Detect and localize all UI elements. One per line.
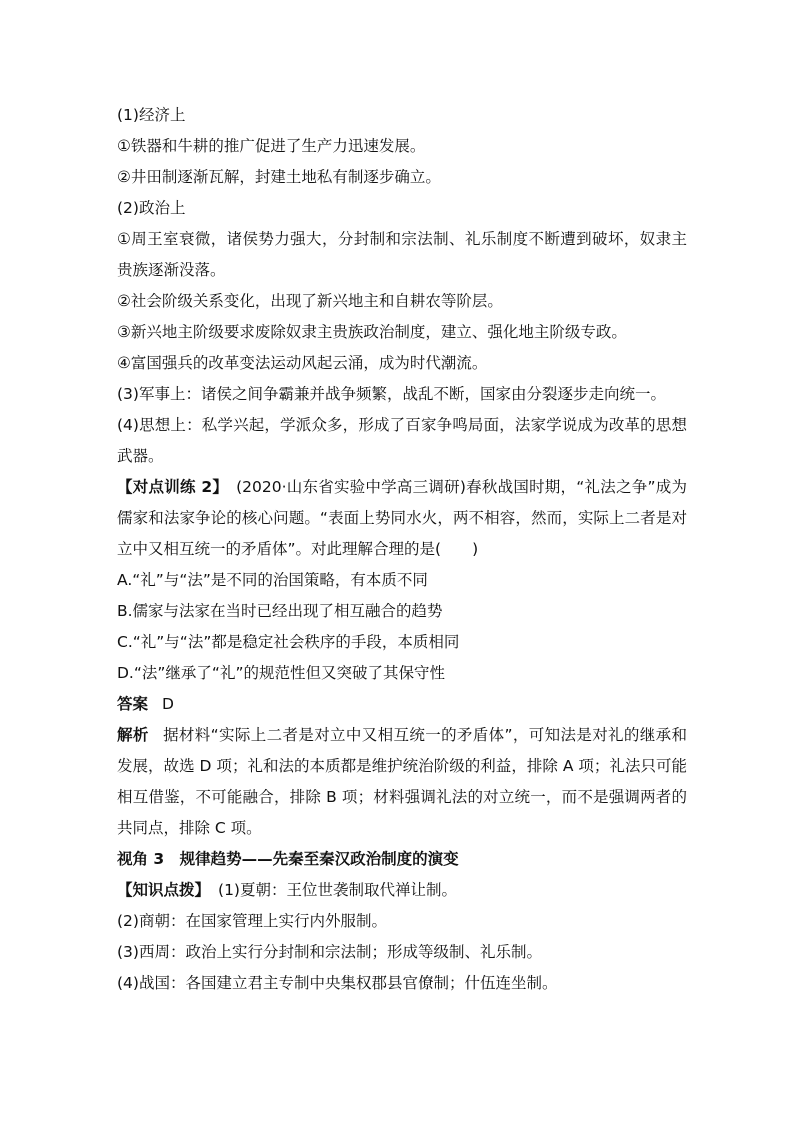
- knowledge-item-1: (1)夏朝：王位世袭制取代禅让制。: [218, 881, 457, 899]
- answer-label: 答案: [117, 695, 149, 713]
- exercise-label: 【对点训练 2】: [117, 478, 229, 496]
- politics-item-2: ②社会阶级关系变化，出现了新兴地主和自耕农等阶层。: [117, 292, 503, 310]
- answer-value: D: [162, 695, 174, 713]
- exercise-question: [117, 472, 687, 565]
- thought-paragraph: (4)思想上：私学兴起，学派众多，形成了百家争鸣局面，法家学说成为改革的思想武器。: [117, 416, 687, 465]
- analysis-label: 解析: [117, 726, 149, 744]
- option-c: C.“礼”与“法”都是稳定社会秩序的手段，本质相同: [117, 633, 460, 651]
- economy-heading: (1)经济上: [117, 106, 186, 124]
- document-page: [117, 100, 687, 999]
- economy-item-2: ②井田制逐渐瓦解，封建土地私有制逐步确立。: [117, 168, 441, 186]
- knowledge-item-2: (2)商朝：在国家管理上实行内外服制。: [117, 912, 387, 930]
- politics-item-1: ①周王室衰微，诸侯势力强大，分封制和宗法制、礼乐制度不断遭到破坏，奴隶主贵族逐渐没落。: [117, 230, 687, 279]
- politics-heading: (2)政治上: [117, 199, 186, 217]
- option-a: A.“礼”与“法”是不同的治国策略，有本质不同: [117, 571, 428, 589]
- politics-item-4: ④富国强兵的改革变法运动风起云涌，成为时代潮流。: [117, 354, 488, 372]
- perspective-title: 视角 3 规律趋势——先秦至秦汉政治制度的演变: [117, 850, 459, 868]
- knowledge-item-4: (4)战国：各国建立君主专制中央集权郡县官僚制；什伍连坐制。: [117, 974, 558, 992]
- military-paragraph: (3)军事上：诸侯之间争霸兼并战争频繁，战乱不断，国家由分裂逐步走向统一。: [117, 385, 666, 403]
- option-b: B.儒家与法家在当时已经出现了相互融合的趋势: [117, 602, 443, 620]
- knowledge-line-1: [117, 875, 687, 906]
- analysis-paragraph: [117, 720, 687, 844]
- analysis-text: 据材料“实际上二者是对立中又相互统一的矛盾体”，可知法是对礼的继承和发展，故选 D 项；礼和法的本质都是维护统治阶级的利益，排除 A 项；礼法只可能相互借鉴，不可能融合，排除 B 项；材料强调礼法的对立统一，而不是强调两者的共同点，排除 C 项。: [117, 726, 687, 837]
- answer-line: [117, 689, 687, 720]
- exercise-question-text: (2020·山东省实验中学高三调研)春秋战国时期，“礼法之争”成为儒家和法家争论的核心问题。“表面上势同水火，两不相容，然而，实际上二者是对立中又相互统一的矛盾体”。对此理解合理的是( ): [117, 478, 687, 558]
- economy-item-1: ①铁器和牛耕的推广促进了生产力迅速发展。: [117, 137, 426, 155]
- knowledge-item-3: (3)西周：政治上实行分封制和宗法制；形成等级制、礼乐制。: [117, 943, 542, 961]
- option-d: D.“法”继承了“礼”的规范性但又突破了其保守性: [117, 664, 445, 682]
- knowledge-label: 【知识点拨】: [117, 881, 211, 899]
- politics-item-3: ③新兴地主阶级要求废除奴隶主贵族政治制度，建立、强化地主阶级专政。: [117, 323, 627, 341]
